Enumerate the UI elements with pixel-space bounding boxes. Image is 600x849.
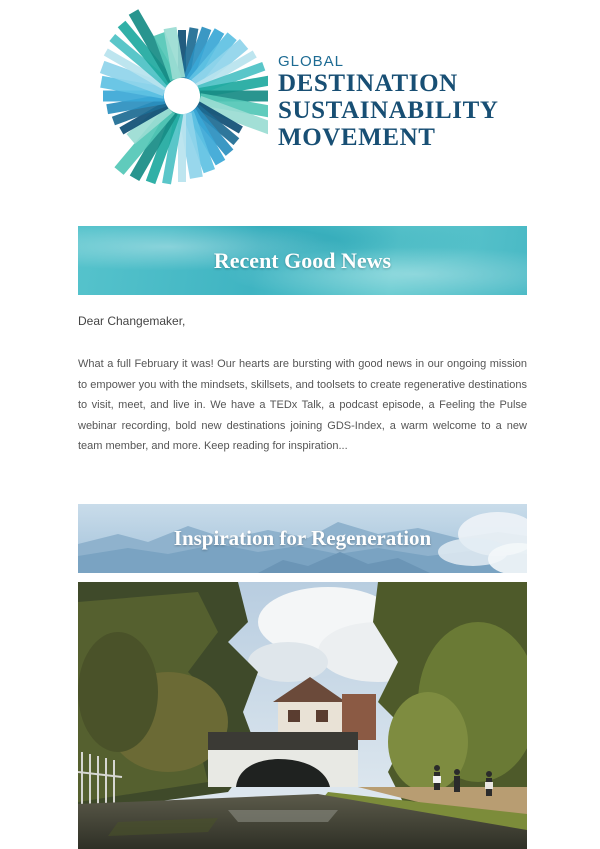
- brand-wordmark: [278, 54, 499, 151]
- banner-title: Inspiration for Regeneration: [173, 526, 432, 550]
- canal-bridge-photo: [78, 582, 527, 849]
- brand-line-destination: DESTINATION: [278, 70, 458, 97]
- recent-good-news-banner: [78, 226, 527, 295]
- gds-movement-logo[interactable]: [78, 8, 268, 186]
- inspiration-banner: [78, 504, 527, 573]
- banner-title: Recent Good News: [213, 247, 392, 273]
- newsletter-header: [78, 8, 528, 188]
- brand-line-movement: MOVEMENT: [278, 124, 436, 151]
- letter-body: What a full February it was! Our hearts are bursting with good news in our ongoing mission to empower you with the mindsets, skillsets, and toolsets to create regenerative destinations to visit, meet, and live in. We have a TEDx Talk, a podcast episode, a Feeling the Pulse webinar recording, bold new destinations joining GDS-Index, a warm welcome to a new team member, and more. Keep reading for inspiration...: [78, 358, 527, 452]
- letter-greeting: Dear Changemaker,: [78, 314, 186, 328]
- brand-line-sustainability: SUSTAINABILITY: [278, 97, 499, 124]
- brand-global: GLOBAL: [278, 53, 345, 70]
